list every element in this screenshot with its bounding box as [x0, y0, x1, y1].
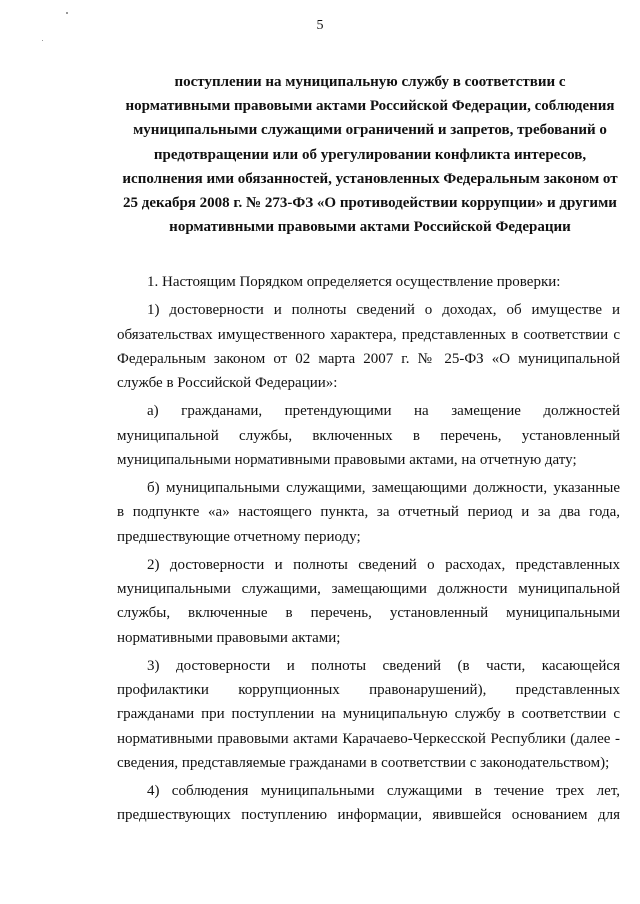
scan-speck — [42, 40, 43, 41]
paragraph-line: предшествующие отчетному периоду; — [117, 528, 361, 545]
paragraph-line: профилактики коррупционных правонарушений), представленных — [117, 682, 620, 699]
paragraph-line: 1) достоверности и полноты сведений о доходах, об имуществе и — [147, 302, 620, 319]
paragraph-line: предшествующих поступлению информации, явившейся основанием для — [117, 807, 620, 824]
paragraph-line: службе в Российской Федерации»: — [117, 375, 338, 391]
paragraph — [117, 553, 620, 650]
paragraph-line: сведения, представляемые гражданами в соответствии с законодательством); — [117, 754, 610, 771]
paragraph-line: 4) соблюдения муниципальными служащими в течение трех лет, — [147, 783, 620, 800]
document-body — [117, 270, 620, 832]
heading-line: предотвращении или об урегулировании конфликта интересов, — [153, 146, 587, 163]
paragraph-line: нормативными правовыми актами Карачаево-Черкесской Республики (далее - — [117, 730, 620, 747]
paragraph-line: службы, включенные в перечень, установленный муниципальными — [117, 605, 620, 622]
paragraph-line: в подпункте «а» настоящего пункта, за отчетный период и за два года, — [117, 504, 620, 521]
paragraph — [117, 654, 620, 775]
paragraph — [117, 399, 620, 472]
heading-line: муниципальными служащими ограничений и запретов, требований о — [133, 122, 607, 139]
paragraph-line: б) муниципальными служащими, замещающими должности, указанные — [147, 480, 620, 497]
paragraph-line: 2) достоверности и полноты сведений о расходах, представленных — [147, 556, 620, 573]
heading-line: исполнения ими обязанностей, установленных Федеральным законом от — [122, 170, 618, 187]
paragraph-line: 3) достоверности и полноты сведений (в части, касающейся — [147, 657, 620, 674]
scan-speck — [66, 12, 68, 14]
heading-line: нормативными правовыми актами Российской Федерации — [169, 219, 571, 236]
paragraph-line: Федеральным законом от 02 марта 2007 г. № 25-ФЗ «О муниципальной — [117, 350, 620, 367]
heading-line: поступлении на муниципальную службу в соответствии с — [174, 74, 566, 90]
paragraph-line: 1. Настоящим Порядком определяется осуществление проверки: — [147, 274, 561, 290]
paragraph — [117, 476, 620, 549]
paragraph-line: муниципальной службы, включенных в перечень, установленный — [117, 427, 620, 444]
paragraph-line: муниципальными служащими, замещающими должности муниципальной — [117, 581, 620, 598]
heading-line: нормативными правовыми актами Российской Федерации, соблюдения — [125, 98, 615, 115]
paragraph — [117, 298, 620, 395]
page-number: 5 — [316, 18, 324, 33]
paragraph-line: обязательствах имущественного характера, представленных в соответствии с — [117, 326, 620, 343]
paragraph-line: а) гражданами, претендующими на замещение должностей — [147, 403, 620, 420]
paragraph-line: нормативными правовыми актами; — [117, 629, 341, 646]
heading-line: 25 декабря 2008 г. № 273-ФЗ «О противодействии коррупции» и другими — [123, 195, 617, 212]
paragraph — [117, 779, 620, 827]
paragraph — [117, 270, 620, 294]
section-heading — [110, 70, 630, 239]
paragraph-line: муниципальными нормативными правовыми актами, на отчетную дату; — [117, 451, 577, 468]
paragraph-line: гражданами при поступлении на муниципальную службу в соответствии с — [117, 706, 620, 723]
